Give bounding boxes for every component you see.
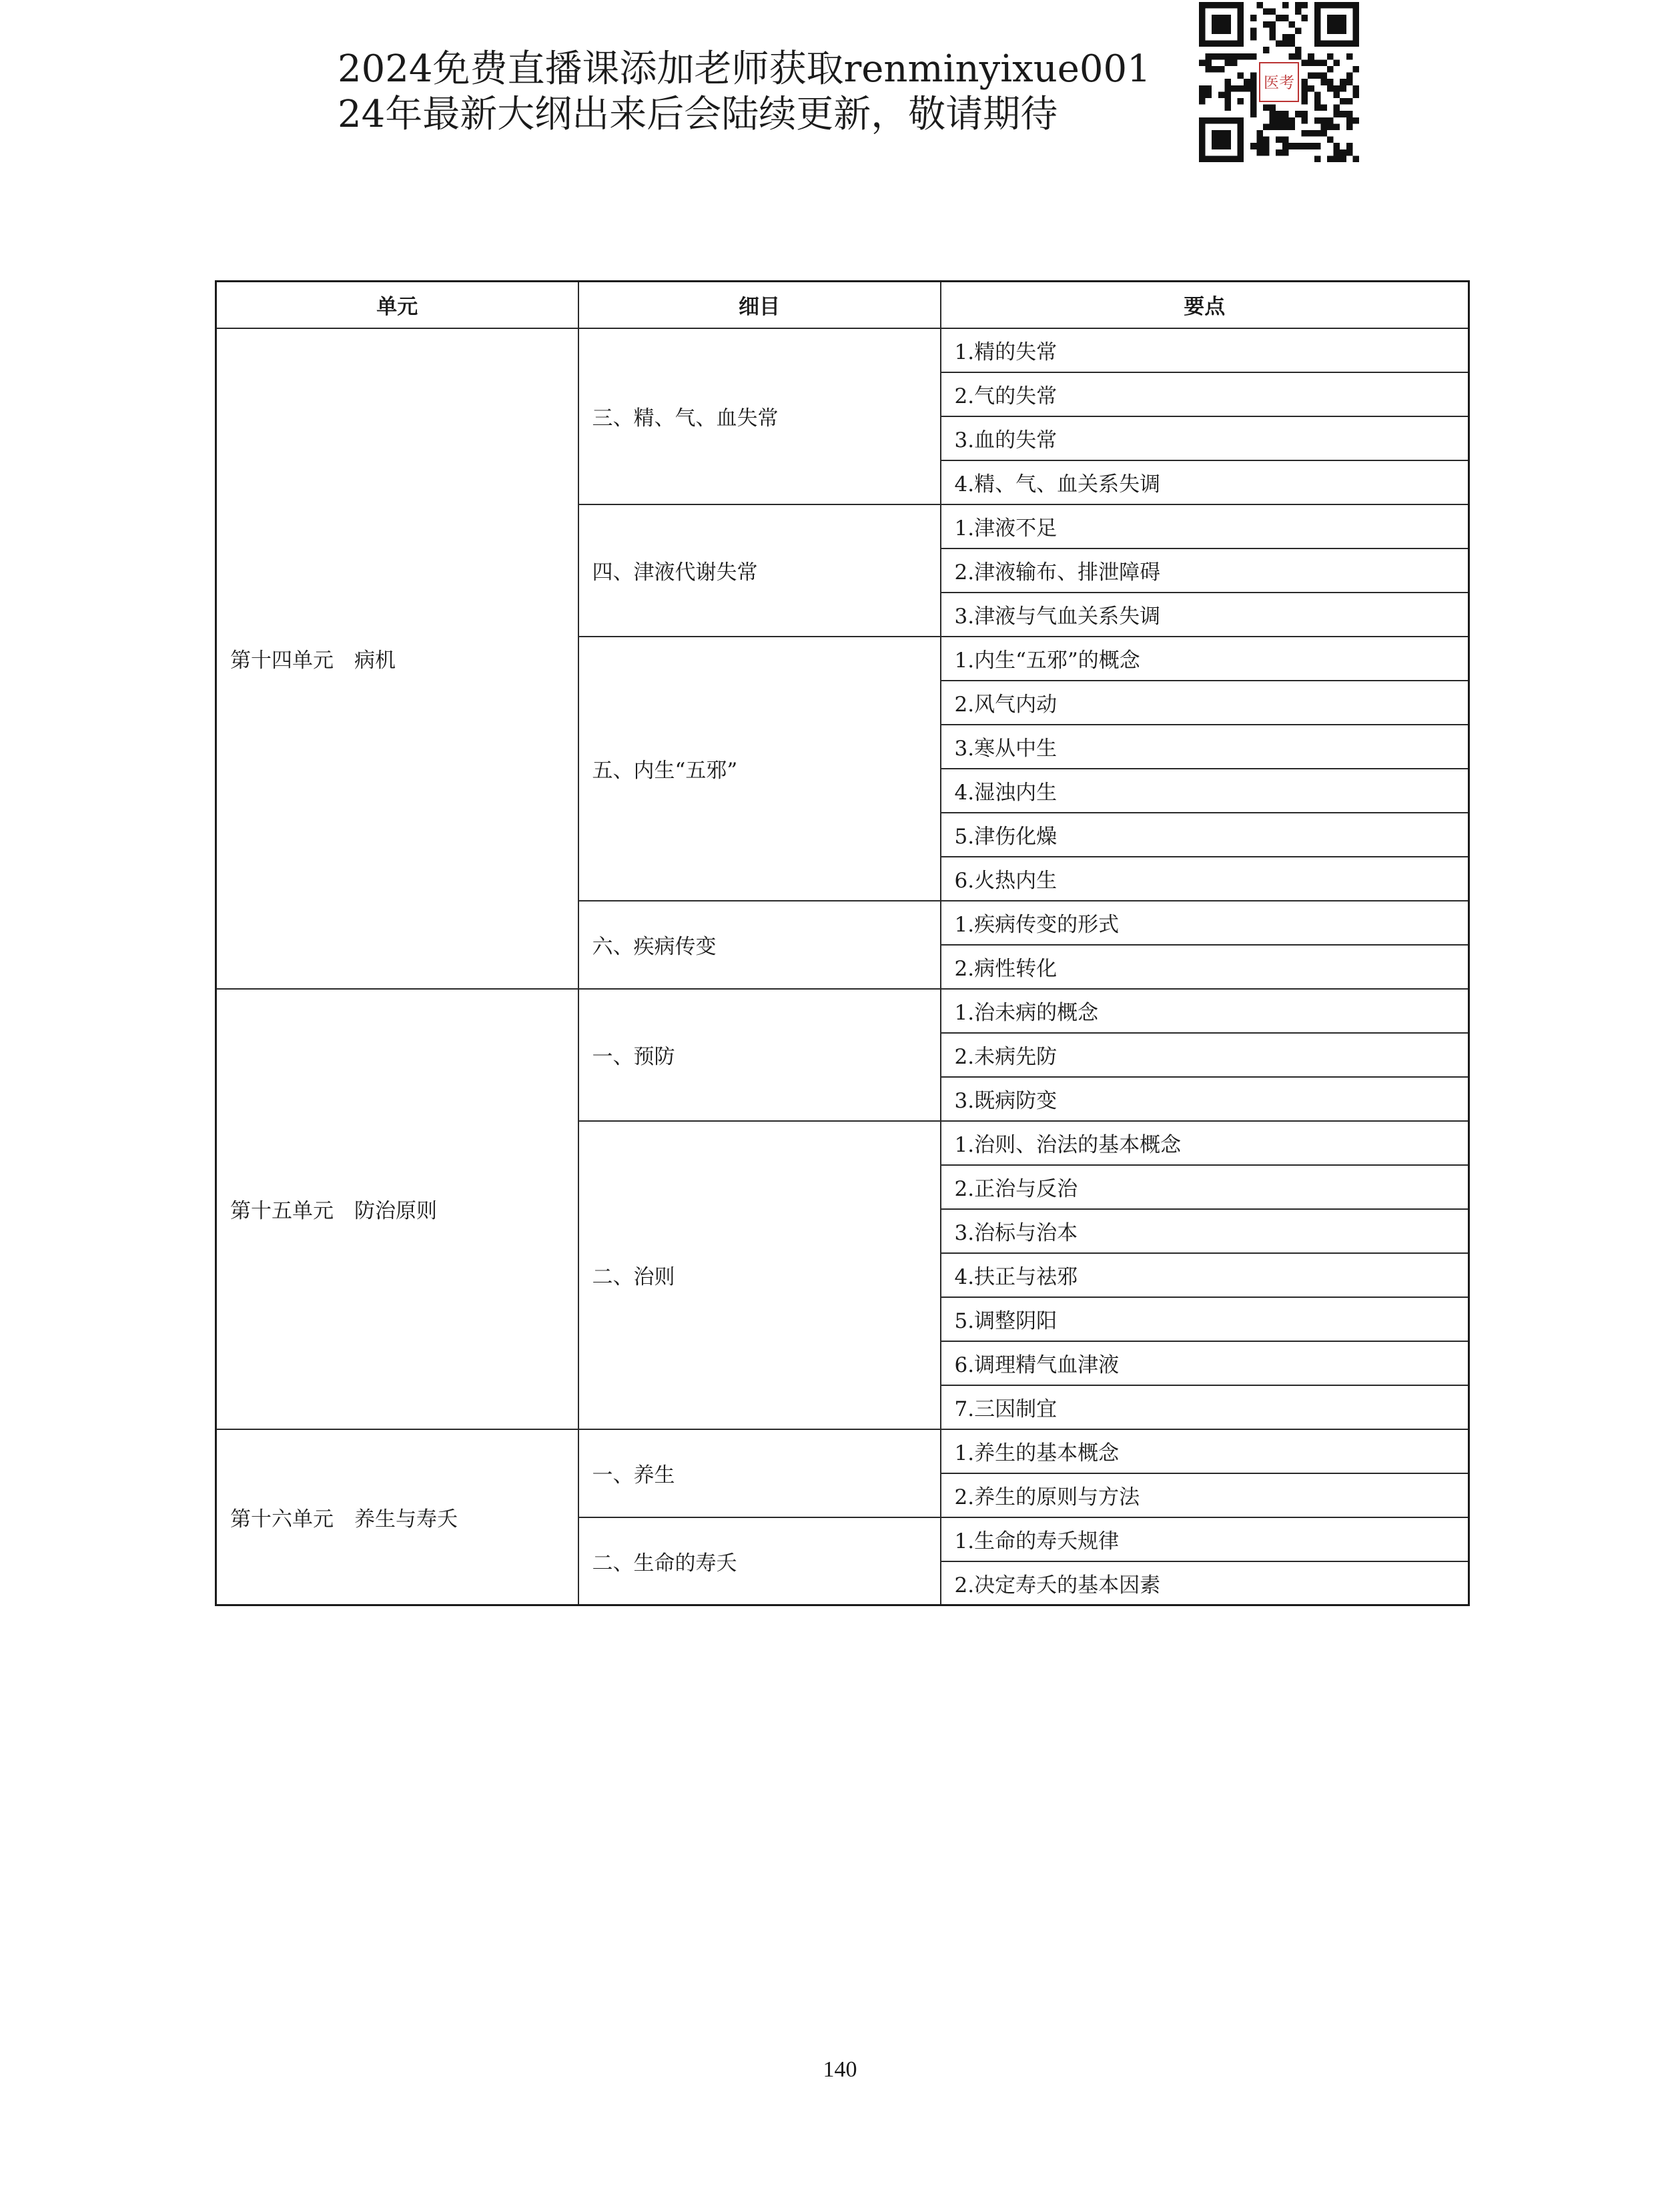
point-cell: 2.津液输布、排泄障碍 bbox=[941, 548, 1469, 593]
point-cell: 1.内生“五邪”的概念 bbox=[941, 637, 1469, 681]
point-cell: 6.火热内生 bbox=[941, 857, 1469, 901]
point-cell: 1.精的失常 bbox=[941, 328, 1469, 372]
table-row bbox=[216, 328, 1469, 372]
point-cell: 3.寒从中生 bbox=[941, 725, 1469, 769]
topic-cell: 五、内生“五邪” bbox=[578, 637, 941, 901]
topic-cell: 一、养生 bbox=[578, 1429, 941, 1517]
unit-cell: 第十五单元 防治原则 bbox=[216, 989, 578, 1429]
topic-cell: 二、治则 bbox=[578, 1121, 941, 1429]
point-cell: 5.调整阴阳 bbox=[941, 1297, 1469, 1341]
point-cell: 4.湿浊内生 bbox=[941, 769, 1469, 813]
promo-line-1: 2024免费直播课添加老师获取renminyixue001 bbox=[338, 47, 1151, 91]
point-cell: 1.治则、治法的基本概念 bbox=[941, 1121, 1469, 1165]
topic-cell: 四、津液代谢失常 bbox=[578, 504, 941, 637]
topic-cell: 六、疾病传变 bbox=[578, 901, 941, 989]
point-cell: 2.未病先防 bbox=[941, 1033, 1469, 1077]
point-cell: 2.病性转化 bbox=[941, 945, 1469, 989]
point-cell: 3.治标与治本 bbox=[941, 1209, 1469, 1253]
point-cell: 7.三因制宜 bbox=[941, 1385, 1469, 1429]
table-row bbox=[216, 989, 1469, 1033]
header-unit: 单元 bbox=[216, 282, 578, 328]
point-cell: 2.决定寿夭的基本因素 bbox=[941, 1561, 1469, 1605]
unit-cell: 第十六单元 养生与寿夭 bbox=[216, 1429, 578, 1605]
table-row bbox=[216, 1429, 1469, 1473]
topic-cell: 一、预防 bbox=[578, 989, 941, 1121]
page-number: 140 bbox=[823, 2057, 857, 2082]
point-cell: 2.风气内动 bbox=[941, 681, 1469, 725]
header-topic: 细目 bbox=[578, 282, 941, 328]
point-cell: 4.扶正与祛邪 bbox=[941, 1253, 1469, 1297]
header-points: 要点 bbox=[941, 282, 1469, 328]
point-cell: 5.津伤化燥 bbox=[941, 813, 1469, 857]
topic-cell: 二、生命的寿夭 bbox=[578, 1517, 941, 1605]
point-cell: 3.血的失常 bbox=[941, 416, 1469, 460]
topic-cell: 三、精、气、血失常 bbox=[578, 328, 941, 504]
point-cell: 4.精、气、血关系失调 bbox=[941, 460, 1469, 504]
qr-code-icon bbox=[1199, 2, 1359, 162]
point-cell: 3.津液与气血关系失调 bbox=[941, 593, 1469, 637]
syllabus-table bbox=[215, 280, 1470, 1606]
point-cell: 2.正治与反治 bbox=[941, 1165, 1469, 1209]
point-cell: 1.治未病的概念 bbox=[941, 989, 1469, 1033]
point-cell: 3.既病防变 bbox=[941, 1077, 1469, 1121]
point-cell: 6.调理精气血津液 bbox=[941, 1341, 1469, 1385]
point-cell: 1.生命的寿夭规律 bbox=[941, 1517, 1469, 1561]
point-cell: 1.津液不足 bbox=[941, 504, 1469, 548]
qr-badge-label: 医考 bbox=[1263, 74, 1295, 92]
table-header-row bbox=[216, 282, 1469, 328]
point-cell: 1.疾病传变的形式 bbox=[941, 901, 1469, 945]
promo-header bbox=[338, 47, 1198, 137]
point-cell: 2.气的失常 bbox=[941, 372, 1469, 416]
point-cell: 1.养生的基本概念 bbox=[941, 1429, 1469, 1473]
point-cell: 2.养生的原则与方法 bbox=[941, 1473, 1469, 1517]
unit-cell: 第十四单元 病机 bbox=[216, 328, 578, 989]
promo-line-2: 24年最新大纲出来后会陆续更新，敬请期待 bbox=[338, 93, 1058, 136]
